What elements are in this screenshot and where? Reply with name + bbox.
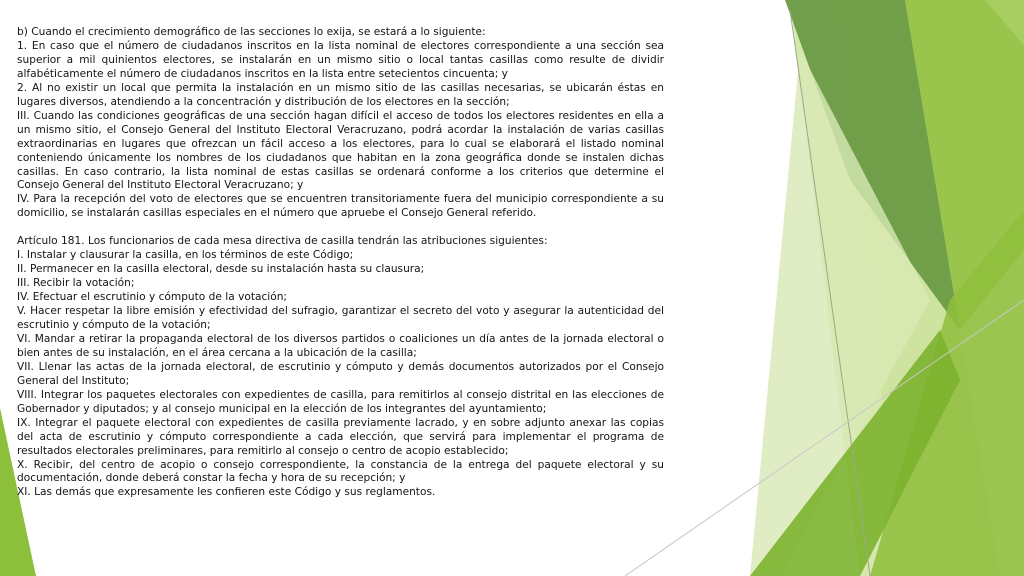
article-item: XI. Las demás que expresamente les confieren este Código y sus reglamentos. xyxy=(17,486,436,499)
article-item: VIII. Integrar los paquetes electorales con expedientes de casilla, para remitirlos al consejo distrital en las elecciones de Gobernador y diputados; y al consejo municipal en la elección de los integrantes del ayuntamiento; xyxy=(17,388,664,415)
article-heading: Artículo 181. Los funcionarios de cada mesa directiva de casilla tendrán las atribuciones siguientes: xyxy=(17,235,548,248)
numbered-item: III. Cuando las condiciones geográficas de una sección hagan difícil el acceso de todos los electores residentes en ella a un mismo sitio, el Consejo General del Instituto Electoral Veracruzano, podrá acordar la instalación de varias casillas extraordinarias en lugares que ofrezcan un fácil acceso a los electores, para lo cual se elaborará el listado nominal conteniendo únicamente los nombres de los ciudadanos que habitan en la zona geográfica donde se instalen dichas casillas. En caso contrario, la lista nominal de estas casillas se ordenará conforme a los criterios que determine el Consejo General del Instituto Electoral Veracruzano; y xyxy=(17,109,664,192)
article-item: I. Instalar y clausurar la casilla, en los términos de este Código; xyxy=(17,249,354,262)
paragraph-gap xyxy=(17,221,664,235)
numbered-item: 2. Al no existir un local que permita la instalación en un mismo sitio de las casillas necesarias, se ubicarán éstas en lugares diversos, atendiendo a la concentración y distribución de los electores en la sección; xyxy=(17,81,664,108)
numbered-item: IV. Para la recepción del voto de electores que se encuentren transitoriamente fuera del municipio correspondiente a su domicilio, se instalarán casillas especiales en el número que apruebe el Consejo General referido. xyxy=(17,193,664,220)
article-item: II. Permanecer en la casilla electoral, desde su instalación hasta su clausura; xyxy=(17,263,425,276)
article-item: X. Recibir, del centro de acopio o consejo correspondiente, la constancia de la entrega del paquete electoral y su documentación, donde deberá constar la fecha y hora de su recepción; y xyxy=(17,458,664,485)
article-item: IX. Integrar el paquete electoral con expedientes de casilla previamente lacrado, y en sobre adjunto anexar las copias del acta de escrutinio y cómputo correspondiente a cada elección, que servirá para implementar el programa de resultados electorales preliminares, para remitirlo al consejo o centro de acopio establecido; xyxy=(17,416,664,457)
article-item: VII. Llenar las actas de la jornada electoral, de escrutinio y cómputo y demás documentos autorizados por el Consejo General del Instituto; xyxy=(17,360,664,387)
slide-text-block xyxy=(17,26,664,500)
numbered-item: 1. En caso que el número de ciudadanos inscritos en la lista nominal de electores correspondiente a una sección sea superior a mil quinientos electores, se instalarán en un mismo sitio o local tantas casillas como resulte de dividir alfabéticamente el número de ciudadanos inscritos en la lista entre setecientos cincuenta; y xyxy=(17,39,664,80)
article-item: VI. Mandar a retirar la propaganda electoral de los diversos partidos o coaliciones un día antes de la jornada electoral o bien antes de su instalación, en el área cercana a la ubicación de la casilla; xyxy=(17,332,664,359)
intro-line: b) Cuando el crecimiento demográfico de las secciones lo exija, se estará a lo siguiente: xyxy=(17,26,486,38)
article-item: III. Recibir la votación; xyxy=(17,277,135,290)
article-item: V. Hacer respetar la libre emisión y efectividad del sufragio, garantizar el secreto del voto y asegurar la autenticidad del escrutinio y cómputo de la votación; xyxy=(17,305,664,331)
article-item: IV. Efectuar el escrutinio y cómputo de la votación; xyxy=(17,291,287,304)
